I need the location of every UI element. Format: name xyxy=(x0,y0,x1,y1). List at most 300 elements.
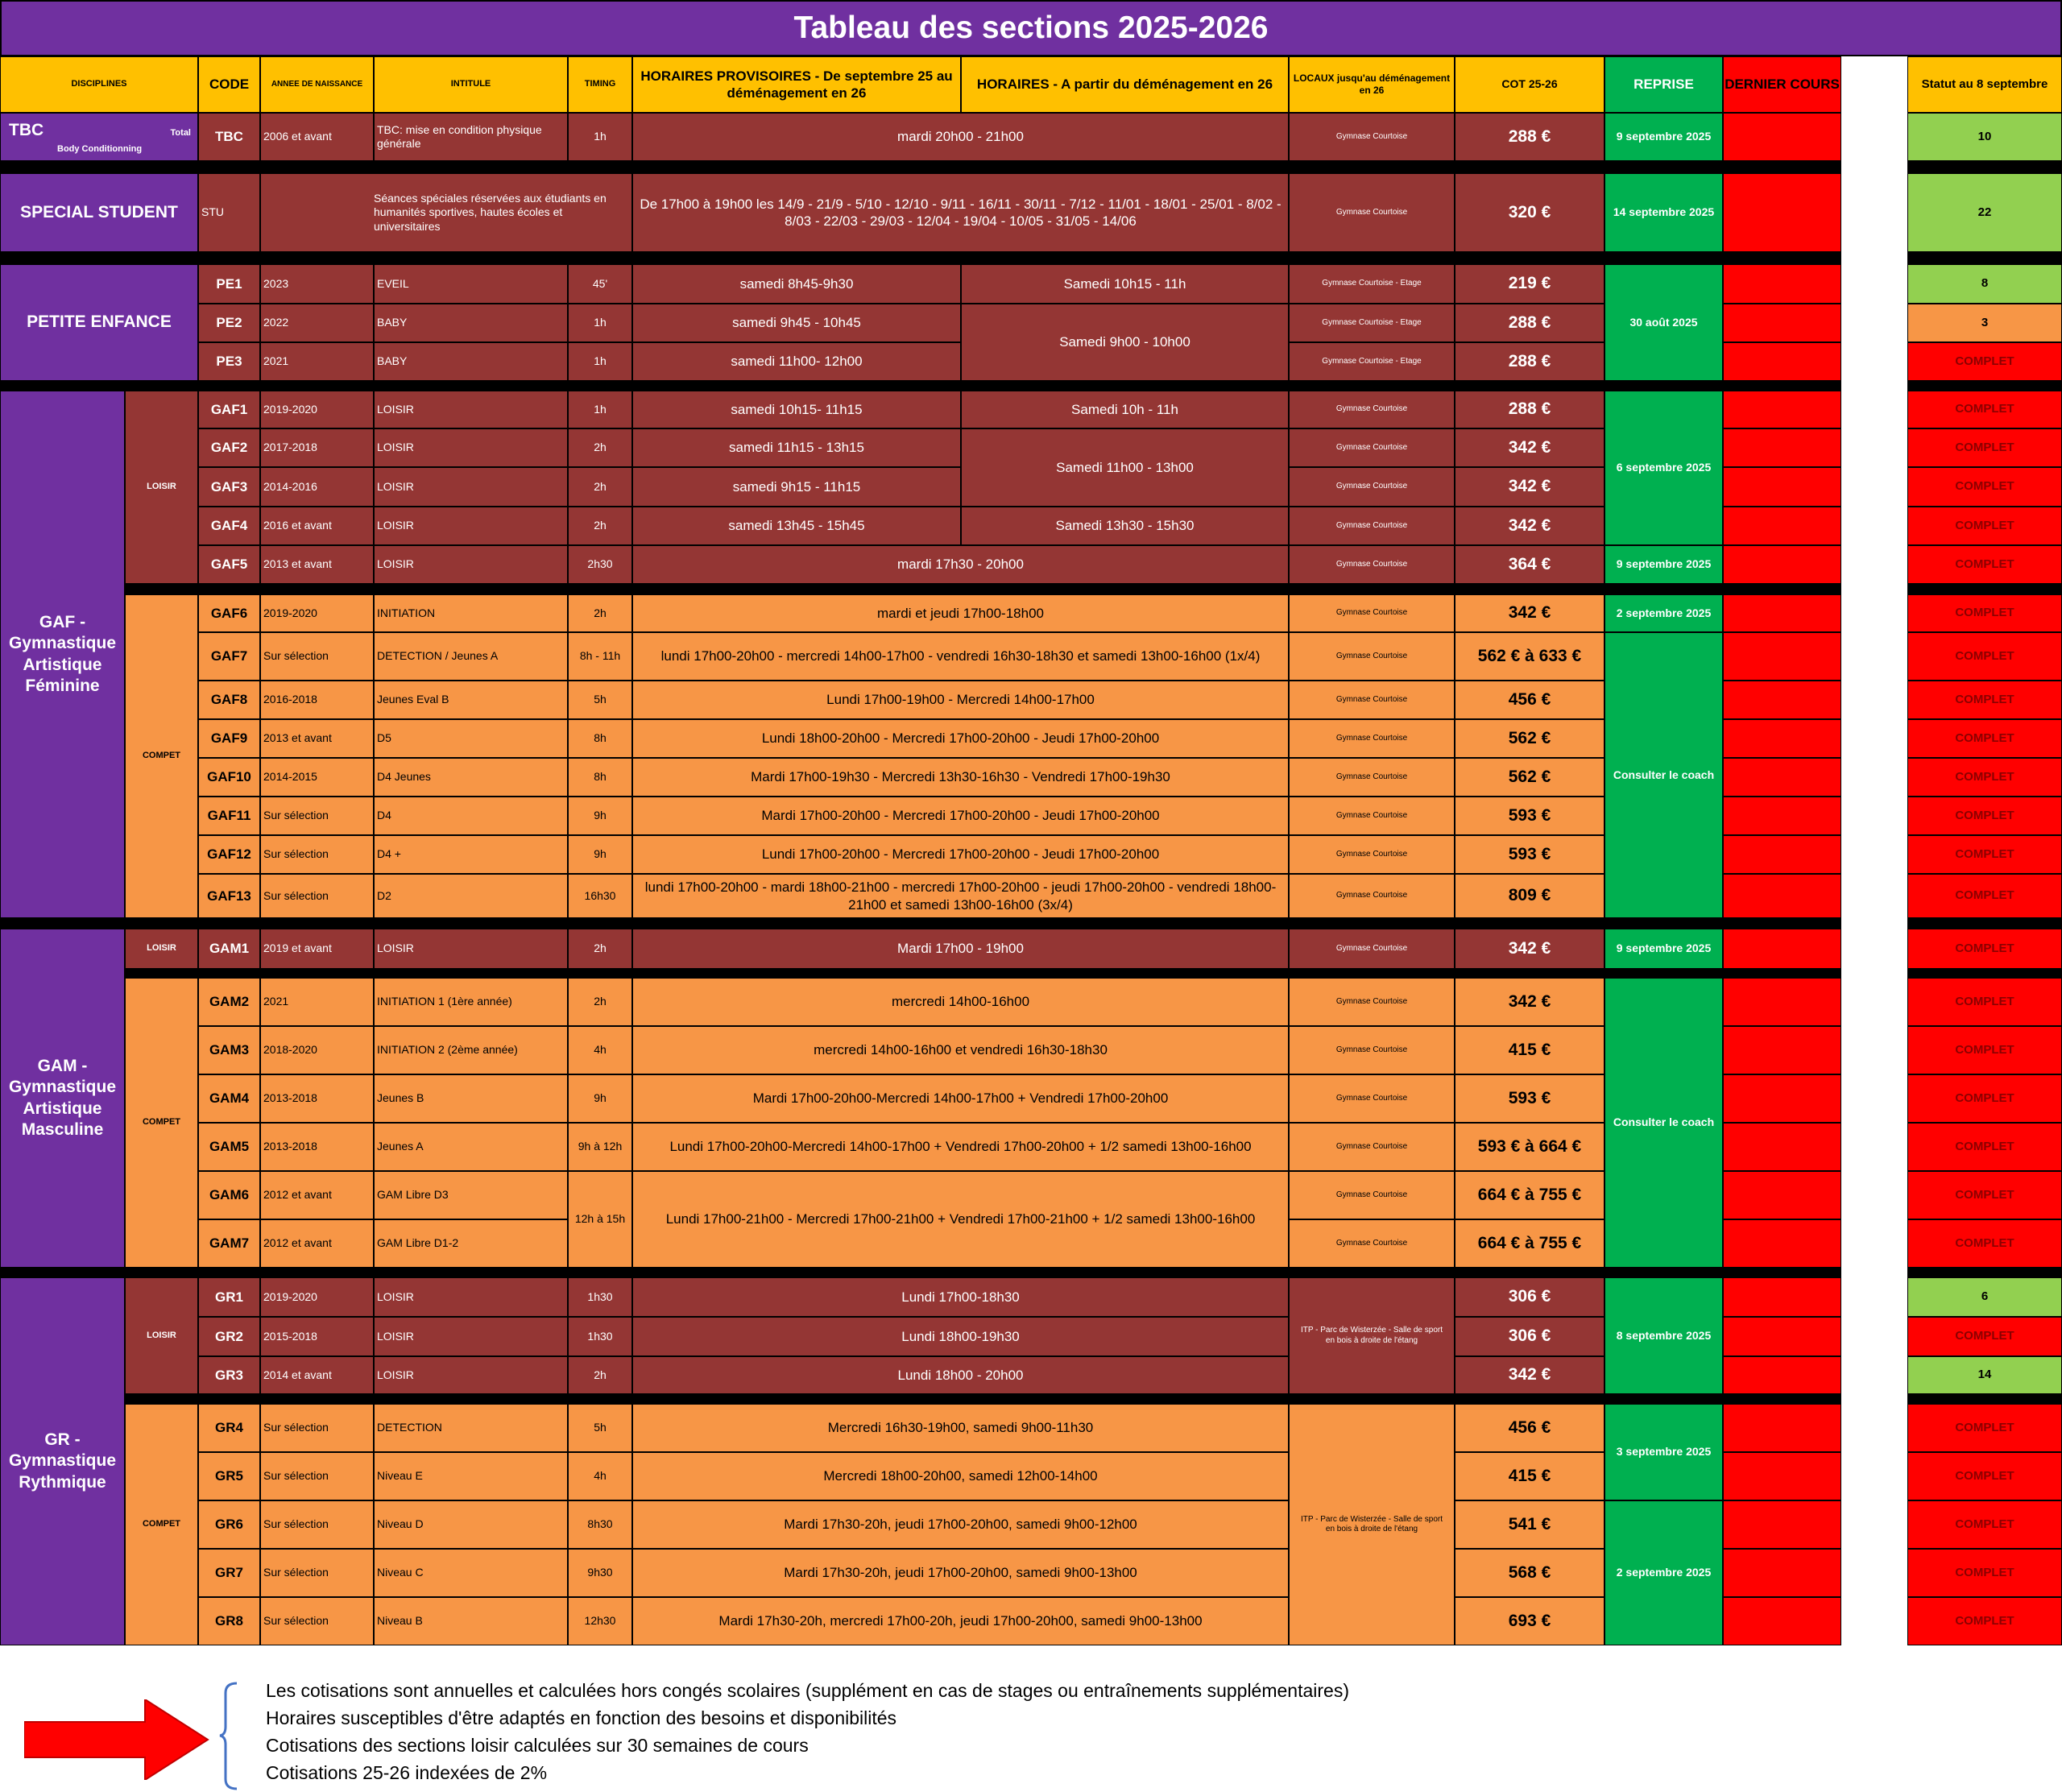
dernier-cours-cell xyxy=(1723,1404,1841,1452)
timing-cell: 2h xyxy=(568,1356,632,1394)
intitule-cell: Niveau C xyxy=(374,1549,568,1597)
locaux-cell: Gymnase Courtoise xyxy=(1289,929,1455,969)
notes-section xyxy=(0,1659,2062,1792)
intitule-cell: LOISIR xyxy=(374,545,568,584)
annee-cell: Sur sélection xyxy=(260,874,374,918)
horaires-provisoires-cell: samedi 8h45-9h30 xyxy=(632,264,961,304)
code-cell: GR8 xyxy=(198,1597,260,1645)
reprise-cell: 8 septembre 2025 xyxy=(1604,1277,1723,1394)
code-cell: GR7 xyxy=(198,1549,260,1597)
separator-bar xyxy=(0,1268,1841,1277)
timing-cell: 9h xyxy=(568,835,632,874)
cotisation-cell: 219 € xyxy=(1455,264,1604,304)
code-cell: GAF11 xyxy=(198,797,260,835)
code-cell: GAF6 xyxy=(198,594,260,632)
intitule-cell: LOISIR xyxy=(374,428,568,467)
cotisation-cell: 693 € xyxy=(1455,1597,1604,1645)
locaux-cell: Gymnase Courtoise xyxy=(1289,545,1455,584)
timing-cell: 8h xyxy=(568,719,632,758)
intitule-cell: DETECTION xyxy=(374,1404,568,1452)
locaux-cell: Gymnase Courtoise xyxy=(1289,1123,1455,1171)
locaux-cell: Gymnase Courtoise xyxy=(1289,797,1455,835)
locaux-cell: Gymnase Courtoise xyxy=(1289,835,1455,874)
intitule-cell: D4 xyxy=(374,797,568,835)
group-gam: GAM - Gymnastique Artistique Masculine xyxy=(0,929,125,1268)
intitule-cell: Niveau E xyxy=(374,1452,568,1500)
timing-cell: 2h xyxy=(568,428,632,467)
dernier-cours-cell xyxy=(1723,342,1841,381)
annee-cell: Sur sélection xyxy=(260,1452,374,1500)
statut-cell: COMPLET xyxy=(1907,681,2062,719)
intitule-cell: D5 xyxy=(374,719,568,758)
reprise-cell: Consulter le coach xyxy=(1604,632,1723,918)
locaux-cell: Gymnase Courtoise xyxy=(1289,113,1455,161)
header-statut: Statut au 8 septembre xyxy=(1907,56,2062,113)
cotisation-cell: 593 € xyxy=(1455,835,1604,874)
cotisation-cell: 562 € xyxy=(1455,758,1604,797)
locaux-cell: ITP - Parc de Wisterzée - Salle de sport en bois à droite de l'étang xyxy=(1289,1404,1455,1645)
page-title: Tableau des sections 2025-2026 xyxy=(0,0,2062,56)
dernier-cours-cell xyxy=(1723,632,1841,681)
intitule-cell: Jeunes A xyxy=(374,1123,568,1171)
dernier-cours-cell xyxy=(1723,304,1841,342)
header-cot: COT 25-26 xyxy=(1455,56,1604,113)
timing-cell: 45' xyxy=(568,264,632,304)
timing-cell: 12h30 xyxy=(568,1597,632,1645)
dernier-cours-cell xyxy=(1723,1074,1841,1123)
separator-bar xyxy=(125,584,1841,594)
intitule-cell: GAM Libre D1-2 xyxy=(374,1219,568,1268)
header-code: CODE xyxy=(198,56,260,113)
locaux-cell: Gymnase Courtoise xyxy=(1289,467,1455,507)
statut-cell: COMPLET xyxy=(1907,1317,2062,1356)
code-cell: STU xyxy=(198,173,260,252)
statut-cell: 6 xyxy=(1907,1277,2062,1317)
cotisation-cell: 342 € xyxy=(1455,1356,1604,1394)
code-cell: GAM5 xyxy=(198,1123,260,1171)
statut-cell: COMPLET xyxy=(1907,719,2062,758)
dernier-cours-cell xyxy=(1723,428,1841,467)
timing-cell: 4h xyxy=(568,1452,632,1500)
intitule-cell: Jeunes B xyxy=(374,1074,568,1123)
dernier-cours-cell xyxy=(1723,797,1841,835)
header-annee: ANNEE DE NAISSANCE xyxy=(260,56,374,113)
cotisation-cell: 809 € xyxy=(1455,874,1604,918)
annee-cell: 2016 et avant xyxy=(260,507,374,545)
code-cell: TBC xyxy=(198,113,260,161)
curly-brace-icon xyxy=(219,1682,251,1790)
timing-cell: 5h xyxy=(568,681,632,719)
separator-bar xyxy=(1907,1394,2062,1404)
group-gaf: GAF - Gymnastique Artistique Féminine xyxy=(0,391,125,918)
annee-cell: 2017-2018 xyxy=(260,428,374,467)
note-line: Les cotisations sont annuelles et calculées hors congés scolaires (supplément en cas de stages ou entraînements supplémentaires) xyxy=(266,1680,1349,1701)
dernier-cours-cell xyxy=(1723,467,1841,507)
red-arrow-icon xyxy=(24,1699,209,1780)
timing-cell: 2h xyxy=(568,929,632,969)
code-cell: GAF13 xyxy=(198,874,260,918)
annee-cell: 2019-2020 xyxy=(260,1277,374,1317)
timing-cell: 9h30 xyxy=(568,1549,632,1597)
locaux-cell: Gymnase Courtoise xyxy=(1289,173,1455,252)
code-cell: GR1 xyxy=(198,1277,260,1317)
intitule-cell: Niveau D xyxy=(374,1500,568,1549)
annee-cell: 2021 xyxy=(260,342,374,381)
annee-cell: 2012 et avant xyxy=(260,1219,374,1268)
timing-cell: 9h à 12h xyxy=(568,1123,632,1171)
locaux-cell: Gymnase Courtoise xyxy=(1289,681,1455,719)
intitule-cell: LOISIR xyxy=(374,929,568,969)
dernier-cours-cell xyxy=(1723,1171,1841,1219)
annee-cell: 2014-2016 xyxy=(260,467,374,507)
cotisation-cell: 593 € xyxy=(1455,797,1604,835)
header-locaux: LOCAUX jusqu'au déménagement en 26 xyxy=(1289,56,1455,113)
horaires-cell: Mardi 17h30-20h, mercredi 17h00-20h, jeudi 17h00-20h00, samedi 9h00-13h00 xyxy=(632,1597,1289,1645)
dernier-cours-cell xyxy=(1723,1219,1841,1268)
intitule-cell: Séances spéciales réservées aux étudiants en humanités sportives, hautes écoles et universitaires xyxy=(260,173,632,252)
separator-bar xyxy=(1907,918,2062,929)
locaux-cell: Gymnase Courtoise xyxy=(1289,758,1455,797)
annee-cell: 2015-2018 xyxy=(260,1317,374,1356)
timing-cell: 2h xyxy=(568,594,632,632)
intitule-cell: D4 + xyxy=(374,835,568,874)
code-cell: PE1 xyxy=(198,264,260,304)
locaux-cell: Gymnase Courtoise - Etage xyxy=(1289,342,1455,381)
dernier-cours-cell xyxy=(1723,929,1841,969)
annee-cell: Sur sélection xyxy=(260,1597,374,1645)
horaires-cell: Lundi 17h00-19h00 - Mercredi 14h00-17h00 xyxy=(632,681,1289,719)
cotisation-cell: 342 € xyxy=(1455,594,1604,632)
horaires-cell: mercredi 14h00-16h00 xyxy=(632,978,1289,1026)
horaires-cell: Mercredi 18h00-20h00, samedi 12h00-14h00 xyxy=(632,1452,1289,1500)
code-cell: GAM4 xyxy=(198,1074,260,1123)
group-tbc-total: Total xyxy=(170,128,191,138)
statut-cell: COMPLET xyxy=(1907,391,2062,428)
separator-bar xyxy=(0,918,1841,929)
dernier-cours-cell xyxy=(1723,681,1841,719)
dernier-cours-cell xyxy=(1723,758,1841,797)
intitule-cell: BABY xyxy=(374,342,568,381)
cotisation-cell: 568 € xyxy=(1455,1549,1604,1597)
horaires-cell: Lundi 17h00-20h00-Mercredi 14h00-17h00 + Vendredi 17h00-20h00 + 1/2 samedi 13h00-16h00 xyxy=(632,1123,1289,1171)
timing-cell: 1h30 xyxy=(568,1277,632,1317)
horaires-provisoires-cell: samedi 9h45 - 10h45 xyxy=(632,304,961,342)
horaires-provisoires-cell: samedi 11h00- 12h00 xyxy=(632,342,961,381)
subgroup-compet: COMPET xyxy=(125,594,198,918)
separator-bar xyxy=(0,381,1841,391)
dernier-cours-cell xyxy=(1723,1317,1841,1356)
subgroup-loisir: LOISIR xyxy=(125,929,198,969)
statut-cell: COMPLET xyxy=(1907,1500,2062,1549)
dernier-cours-cell xyxy=(1723,1452,1841,1500)
dernier-cours-cell xyxy=(1723,1500,1841,1549)
annee-cell: 2013-2018 xyxy=(260,1074,374,1123)
cotisation-cell: 456 € xyxy=(1455,681,1604,719)
horaires-demenagement-cell: Samedi 9h00 - 10h00 xyxy=(961,304,1289,381)
timing-cell: 1h xyxy=(568,391,632,428)
cotisation-cell: 320 € xyxy=(1455,173,1604,252)
dernier-cours-cell xyxy=(1723,1277,1841,1317)
cotisation-cell: 456 € xyxy=(1455,1404,1604,1452)
statut-cell: 3 xyxy=(1907,304,2062,342)
header-dernier-cours: DERNIER COURS xyxy=(1723,56,1841,113)
separator-bar xyxy=(1907,1268,2062,1277)
timing-cell: 9h xyxy=(568,1074,632,1123)
cotisation-cell: 306 € xyxy=(1455,1277,1604,1317)
intitule-cell: D4 Jeunes xyxy=(374,758,568,797)
code-cell: GAF4 xyxy=(198,507,260,545)
locaux-cell: Gymnase Courtoise xyxy=(1289,978,1455,1026)
timing-cell: 5h xyxy=(568,1404,632,1452)
code-cell: GAF5 xyxy=(198,545,260,584)
dernier-cours-cell xyxy=(1723,874,1841,918)
dernier-cours-cell xyxy=(1723,507,1841,545)
cotisation-cell: 664 € à 755 € xyxy=(1455,1171,1604,1219)
annee-cell: 2014 et avant xyxy=(260,1356,374,1394)
statut-cell: COMPLET xyxy=(1907,428,2062,467)
subgroup-loisir: LOISIR xyxy=(125,391,198,584)
dernier-cours-cell xyxy=(1723,545,1841,584)
annee-cell: 2019 et avant xyxy=(260,929,374,969)
timing-cell: 2h30 xyxy=(568,545,632,584)
header-reprise: REPRISE xyxy=(1604,56,1723,113)
separator-bar xyxy=(125,969,1841,978)
reprise-cell: 9 septembre 2025 xyxy=(1604,113,1723,161)
intitule-cell: D2 xyxy=(374,874,568,918)
header-horaires-provisoires: HORAIRES PROVISOIRES - De septembre 25 au déménagement en 26 xyxy=(632,56,961,113)
intitule-cell: INITIATION xyxy=(374,594,568,632)
cotisation-cell: 562 € à 633 € xyxy=(1455,632,1604,681)
cotisation-cell: 541 € xyxy=(1455,1500,1604,1549)
cotisation-cell: 288 € xyxy=(1455,391,1604,428)
cotisation-cell: 364 € xyxy=(1455,545,1604,584)
reprise-cell: Consulter le coach xyxy=(1604,978,1723,1268)
locaux-cell: Gymnase Courtoise xyxy=(1289,1171,1455,1219)
cotisation-cell: 306 € xyxy=(1455,1317,1604,1356)
horaires-provisoires-cell: samedi 9h15 - 11h15 xyxy=(632,467,961,507)
intitule-cell: BABY xyxy=(374,304,568,342)
separator-bar xyxy=(0,252,1841,264)
annee-cell: 2014-2015 xyxy=(260,758,374,797)
separator-bar xyxy=(0,161,1841,173)
group-tbc-label: TBC xyxy=(9,121,44,139)
timing-cell: 12h à 15h xyxy=(568,1171,632,1268)
cotisation-cell: 415 € xyxy=(1455,1452,1604,1500)
horaires-cell: mardi 20h00 - 21h00 xyxy=(632,113,1289,161)
cotisation-cell: 342 € xyxy=(1455,978,1604,1026)
separator-bar xyxy=(1907,252,2062,264)
locaux-cell: Gymnase Courtoise xyxy=(1289,874,1455,918)
horaires-cell: Mardi 17h30-20h, jeudi 17h00-20h00, samedi 9h00-13h00 xyxy=(632,1549,1289,1597)
cotisation-cell: 288 € xyxy=(1455,304,1604,342)
statut-cell: 10 xyxy=(1907,113,2062,161)
timing-cell: 1h xyxy=(568,113,632,161)
dernier-cours-cell xyxy=(1723,1597,1841,1645)
statut-cell: 22 xyxy=(1907,173,2062,252)
statut-cell: COMPLET xyxy=(1907,467,2062,507)
horaires-provisoires-cell: samedi 11h15 - 13h15 xyxy=(632,428,961,467)
locaux-cell: Gymnase Courtoise - Etage xyxy=(1289,264,1455,304)
cotisation-cell: 593 € à 664 € xyxy=(1455,1123,1604,1171)
group-petite-enfance: PETITE ENFANCE xyxy=(0,264,198,381)
reprise-cell: 30 août 2025 xyxy=(1604,264,1723,381)
cotisation-cell: 415 € xyxy=(1455,1026,1604,1074)
reprise-cell: 9 septembre 2025 xyxy=(1604,545,1723,584)
statut-cell: COMPLET xyxy=(1907,594,2062,632)
code-cell: GAF1 xyxy=(198,391,260,428)
horaires-demenagement-cell: Samedi 13h30 - 15h30 xyxy=(961,507,1289,545)
annee-cell: Sur sélection xyxy=(260,797,374,835)
note-line: Cotisations 25-26 indexées de 2% xyxy=(266,1762,548,1783)
note-line: Horaires susceptibles d'être adaptés en fonction des besoins et disponibilités xyxy=(266,1707,897,1728)
statut-cell: COMPLET xyxy=(1907,1219,2062,1268)
dernier-cours-cell xyxy=(1723,391,1841,428)
code-cell: GAM1 xyxy=(198,929,260,969)
horaires-cell: mardi et jeudi 17h00-18h00 xyxy=(632,594,1289,632)
group-tbc xyxy=(0,113,198,161)
annee-cell: 2019-2020 xyxy=(260,391,374,428)
timing-cell: 2h xyxy=(568,507,632,545)
horaires-cell: De 17h00 à 19h00 les 14/9 - 21/9 - 5/10 - 12/10 - 9/11 - 16/11 - 30/11 - 7/12 - 11/01 - 18/01 - 25/01 - 8/02 - 8/03 - 22/03 - 29/03 - 12/04 - 19/04 - 10/05 - 31/05 - 14/06 xyxy=(632,173,1289,252)
statut-cell: COMPLET xyxy=(1907,1123,2062,1171)
intitule-cell: LOISIR xyxy=(374,467,568,507)
header-horaires-demenagement: HORAIRES - A partir du déménagement en 26 xyxy=(961,56,1289,113)
code-cell: GAF8 xyxy=(198,681,260,719)
cotisation-cell: 288 € xyxy=(1455,113,1604,161)
statut-cell: 8 xyxy=(1907,264,2062,304)
group-gr: GR - Gymnastique Rythmique xyxy=(0,1277,125,1645)
statut-cell: COMPLET xyxy=(1907,632,2062,681)
code-cell: GR5 xyxy=(198,1452,260,1500)
statut-cell: COMPLET xyxy=(1907,1026,2062,1074)
timing-cell: 1h xyxy=(568,342,632,381)
statut-cell: COMPLET xyxy=(1907,545,2062,584)
dernier-cours-cell xyxy=(1723,264,1841,304)
cotisation-cell: 562 € xyxy=(1455,719,1604,758)
code-cell: GR2 xyxy=(198,1317,260,1356)
statut-cell: COMPLET xyxy=(1907,1597,2062,1645)
locaux-cell: Gymnase Courtoise xyxy=(1289,1026,1455,1074)
code-cell: GAF9 xyxy=(198,719,260,758)
code-cell: GAM2 xyxy=(198,978,260,1026)
dernier-cours-cell xyxy=(1723,1026,1841,1074)
intitule-cell: INITIATION 2 (2ème année) xyxy=(374,1026,568,1074)
horaires-provisoires-cell: samedi 13h45 - 15h45 xyxy=(632,507,961,545)
annee-cell: 2021 xyxy=(260,978,374,1026)
annee-cell: 2013 et avant xyxy=(260,545,374,584)
code-cell: GAF2 xyxy=(198,428,260,467)
dernier-cours-cell xyxy=(1723,173,1841,252)
cotisation-cell: 593 € xyxy=(1455,1074,1604,1123)
annee-cell: Sur sélection xyxy=(260,632,374,681)
code-cell: GAF3 xyxy=(198,467,260,507)
annee-cell: 2013 et avant xyxy=(260,719,374,758)
dernier-cours-cell xyxy=(1723,835,1841,874)
intitule-cell: EVEIL xyxy=(374,264,568,304)
timing-cell: 1h30 xyxy=(568,1317,632,1356)
locaux-cell: Gymnase Courtoise xyxy=(1289,1074,1455,1123)
horaires-cell: Lundi 18h00-19h30 xyxy=(632,1317,1289,1356)
horaires-cell: lundi 17h00-20h00 - mercredi 14h00-17h00 - vendredi 16h30-18h30 et samedi 13h00-16h00 (1x/4) xyxy=(632,632,1289,681)
code-cell: PE3 xyxy=(198,342,260,381)
statut-cell: COMPLET xyxy=(1907,797,2062,835)
code-cell: GAF10 xyxy=(198,758,260,797)
statut-cell: COMPLET xyxy=(1907,507,2062,545)
code-cell: GAM3 xyxy=(198,1026,260,1074)
reprise-cell: 14 septembre 2025 xyxy=(1604,173,1723,252)
code-cell: GAF7 xyxy=(198,632,260,681)
cotisation-cell: 342 € xyxy=(1455,507,1604,545)
separator-bar xyxy=(1907,161,2062,173)
statut-cell: COMPLET xyxy=(1907,1549,2062,1597)
cotisation-cell: 288 € xyxy=(1455,342,1604,381)
timing-cell: 2h xyxy=(568,978,632,1026)
locaux-cell: Gymnase Courtoise xyxy=(1289,632,1455,681)
timing-cell: 8h xyxy=(568,758,632,797)
horaires-demenagement-cell: Samedi 11h00 - 13h00 xyxy=(961,428,1289,507)
locaux-cell: Gymnase Courtoise xyxy=(1289,428,1455,467)
annee-cell: 2023 xyxy=(260,264,374,304)
timing-cell: 2h xyxy=(568,467,632,507)
intitule-cell: GAM Libre D3 xyxy=(374,1171,568,1219)
reprise-cell: 2 septembre 2025 xyxy=(1604,1500,1723,1645)
code-cell: GAF12 xyxy=(198,835,260,874)
cotisation-cell: 342 € xyxy=(1455,467,1604,507)
dernier-cours-cell xyxy=(1723,1356,1841,1394)
annee-cell: Sur sélection xyxy=(260,1404,374,1452)
intitule-cell: DETECTION / Jeunes A xyxy=(374,632,568,681)
reprise-cell: 3 septembre 2025 xyxy=(1604,1404,1723,1500)
intitule-cell: LOISIR xyxy=(374,507,568,545)
separator-bar xyxy=(1907,584,2062,594)
horaires-cell: Mardi 17h00-19h30 - Mercredi 13h30-16h30 - Vendredi 17h00-19h30 xyxy=(632,758,1289,797)
horaires-cell: Mercredi 16h30-19h00, samedi 9h00-11h30 xyxy=(632,1404,1289,1452)
timing-cell: 1h xyxy=(568,304,632,342)
dernier-cours-cell xyxy=(1723,719,1841,758)
cotisation-cell: 342 € xyxy=(1455,929,1604,969)
annee-cell: Sur sélection xyxy=(260,835,374,874)
statut-cell: COMPLET xyxy=(1907,835,2062,874)
intitule-cell: TBC: mise en condition physique générale xyxy=(374,113,568,161)
intitule-cell: LOISIR xyxy=(374,1317,568,1356)
annee-cell: 2018-2020 xyxy=(260,1026,374,1074)
dernier-cours-cell xyxy=(1723,1549,1841,1597)
horaires-cell: Lundi 18h00 - 20h00 xyxy=(632,1356,1289,1394)
header-disciplines: DISCIPLINES xyxy=(0,56,198,113)
horaires-cell: lundi 17h00-20h00 - mardi 18h00-21h00 - mercredi 17h00-20h00 - jeudi 17h00-20h00 - vendredi 18h00-21h00 et samedi 13h00-16h00 (3x/4) xyxy=(632,874,1289,918)
statut-cell: COMPLET xyxy=(1907,929,2062,969)
horaires-cell: Mardi 17h30-20h, jeudi 17h00-20h00, samedi 9h00-12h00 xyxy=(632,1500,1289,1549)
locaux-cell: Gymnase Courtoise xyxy=(1289,507,1455,545)
code-cell: GAM7 xyxy=(198,1219,260,1268)
subgroup-compet: COMPET xyxy=(125,1404,198,1645)
header-intitule: INTITULE xyxy=(374,56,568,113)
note-line: Cotisations des sections loisir calculées sur 30 semaines de cours xyxy=(266,1735,809,1756)
annee-cell: Sur sélection xyxy=(260,1549,374,1597)
group-special-student: SPECIAL STUDENT xyxy=(0,173,198,252)
reprise-cell: 6 septembre 2025 xyxy=(1604,391,1723,545)
statut-cell: 14 xyxy=(1907,1356,2062,1394)
statut-cell: COMPLET xyxy=(1907,1404,2062,1452)
horaires-cell: Mardi 17h00-20h00 - Mercredi 17h00-20h00 - Jeudi 17h00-20h00 xyxy=(632,797,1289,835)
timing-cell: 4h xyxy=(568,1026,632,1074)
statut-cell: COMPLET xyxy=(1907,342,2062,381)
locaux-cell: Gymnase Courtoise xyxy=(1289,719,1455,758)
statut-cell: COMPLET xyxy=(1907,1171,2062,1219)
annee-cell: 2013-2018 xyxy=(260,1123,374,1171)
code-cell: GR4 xyxy=(198,1404,260,1452)
annee-cell: 2016-2018 xyxy=(260,681,374,719)
